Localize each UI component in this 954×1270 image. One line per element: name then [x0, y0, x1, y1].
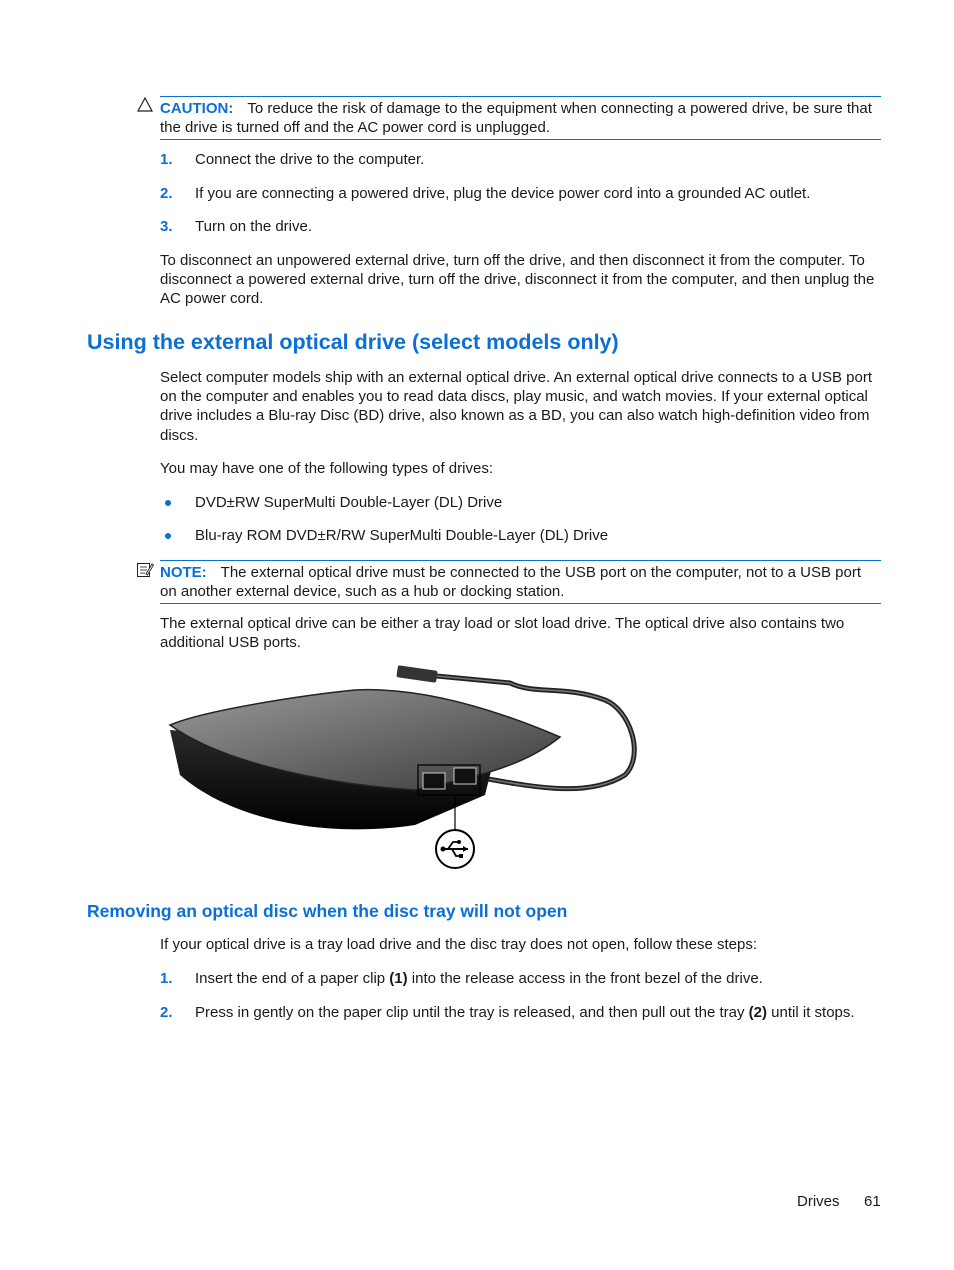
step-number: 2. — [160, 1004, 173, 1021]
types-paragraph: You may have one of the following types of drives: — [160, 460, 493, 477]
caution-icon — [137, 97, 153, 112]
caution-box — [160, 96, 881, 140]
step-text — [195, 969, 763, 988]
step-number: 1. — [160, 970, 173, 987]
disconnect-paragraph: To disconnect an unpowered external drive, turn off the drive, and then disconnect it from the computer. To disconnect a powered external drive, turn off the drive, disconnect it from the computer, and then unplug the AC power cord. — [160, 252, 875, 308]
caution-text: To reduce the risk of damage to the equipment when connecting a powered drive, be sure that the drive is turned off and the AC power cord is unplugged. — [160, 100, 872, 137]
usb-symbol-icon — [434, 828, 476, 870]
step-text-part: until it stops. — [767, 1004, 855, 1021]
step-text: Turn on the drive. — [195, 218, 313, 235]
note-icon — [136, 561, 154, 579]
caution-label: CAUTION: — [160, 100, 234, 117]
step-number: 3. — [160, 218, 173, 235]
step-text — [195, 1003, 855, 1022]
footer-page-number: 61 — [864, 1193, 881, 1210]
bullet-dot — [165, 500, 171, 506]
bullet-item: Blu-ray ROM DVD±R/RW SuperMulti Double-Layer (DL) Drive — [195, 527, 609, 544]
step-text-part: Press in gently on the paper clip until the tray is released, and then pull out the tray — [195, 1004, 749, 1021]
step-number: 1. — [160, 151, 173, 168]
step-number: 2. — [160, 185, 173, 202]
step-text-part: into the release access in the front bezel of the drive. — [407, 970, 763, 987]
note-box — [160, 560, 881, 604]
bullet-dot — [165, 533, 171, 539]
step-text: If you are connecting a powered drive, plug the device power cord into a grounded AC outlet. — [195, 185, 811, 202]
step-text: Connect the drive to the computer. — [195, 151, 425, 168]
footer-section: Drives — [797, 1193, 840, 1210]
section-title: Using the external optical drive (select models only) — [87, 330, 619, 354]
intro-paragraph: Select computer models ship with an external optical drive. An external optical drive connects to a USB port on the computer and enables you to read data discs, play music, and watch movies. If your external optical drive includes a Blu-ray Disc (BD) drive, also known as a BD, you can also watch high-definition video from discs. — [160, 369, 873, 444]
note-label: NOTE: — [160, 564, 207, 581]
note-text: The external optical drive must be connected to the USB port on the computer, not to a USB port on another external device, such as a hub or docking station. — [160, 564, 862, 601]
tray-paragraph: The external optical drive can be either a tray load or slot load drive. The optical drive also contains two additional USB ports. — [160, 615, 845, 652]
subsection-title: Removing an optical disc when the disc tray will not open — [87, 901, 568, 921]
bullet-item: DVD±RW SuperMulti Double-Layer (DL) Drive — [195, 494, 503, 511]
optical-drive-illustration — [165, 665, 645, 875]
steps-intro-paragraph: If your optical drive is a tray load drive and the disc tray does not open, follow these steps: — [160, 936, 757, 953]
step-callout: (1) — [389, 970, 408, 987]
step-callout: (2) — [748, 1004, 768, 1021]
step-text-part: Insert the end of a paper clip — [195, 970, 390, 987]
